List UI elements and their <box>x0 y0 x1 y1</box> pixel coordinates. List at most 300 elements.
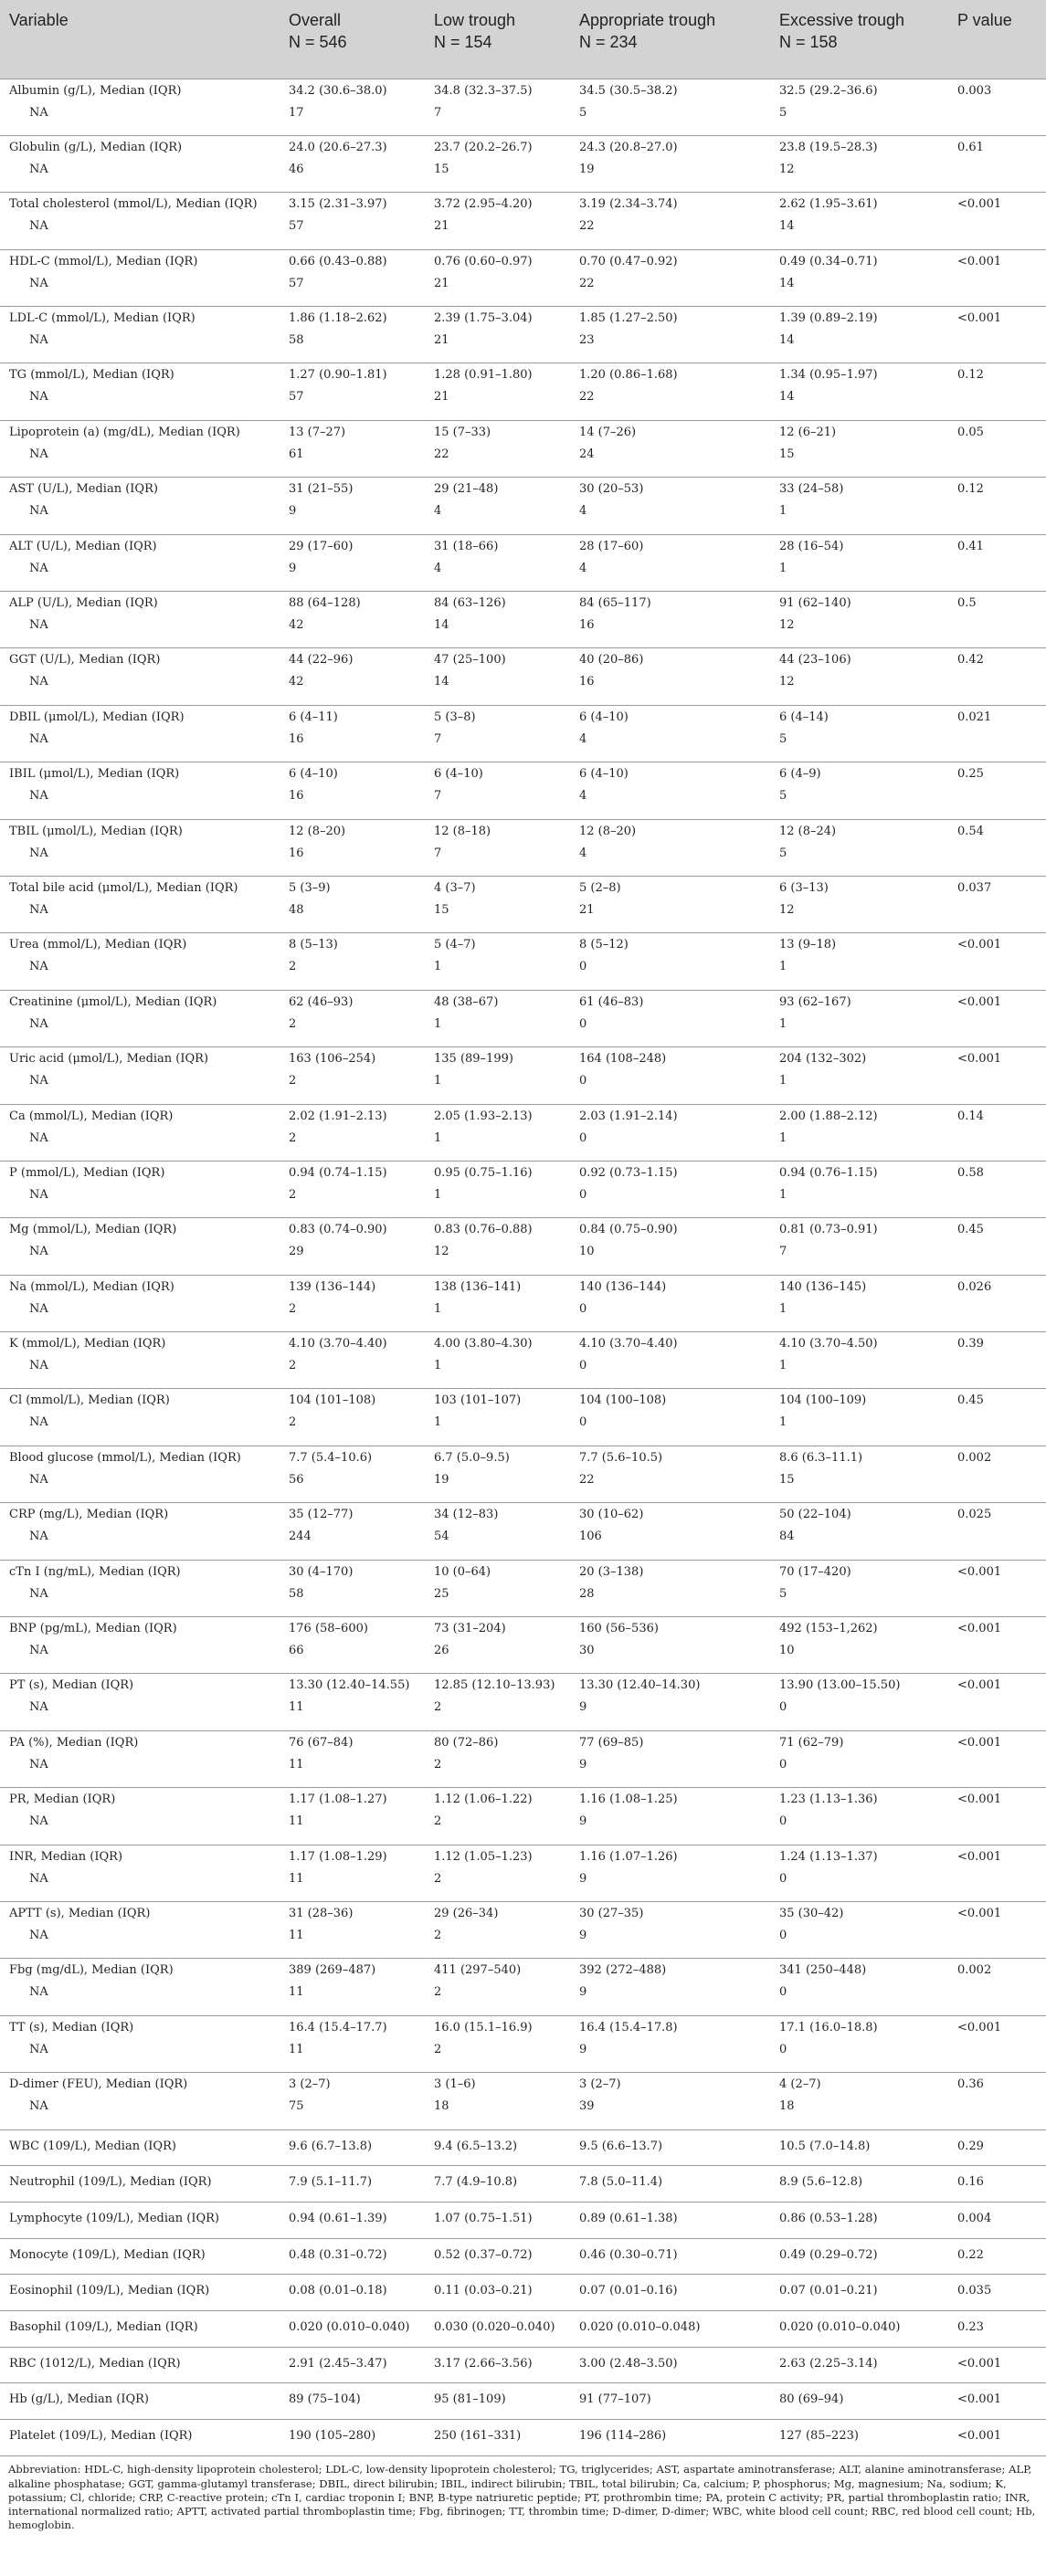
table-row <box>0 2166 1046 2203</box>
low-trough-cell <box>425 2129 570 2166</box>
variable-label: D-dimer (FEU), Median (IQR) <box>9 2077 188 2092</box>
appropriate-trough-cell <box>570 2015 770 2072</box>
cell-value: 7.7 (4.9–10.8) <box>434 2175 518 2190</box>
cell-value: 176 (58–600) <box>289 1622 368 1636</box>
cell-value: 35 (30–42) <box>779 1907 844 1920</box>
appropriate-trough-cell <box>570 79 770 135</box>
na-count: 14 <box>779 390 795 405</box>
cell-value: 80 (72–86) <box>434 1735 499 1750</box>
table-row <box>0 592 1046 648</box>
cell-value: 0.36 <box>957 2077 984 2092</box>
variable-cell <box>0 79 280 135</box>
na-count: 19 <box>579 162 595 176</box>
na-count: 0 <box>779 1929 787 1942</box>
cell-value: 16.0 (15.1–16.9) <box>434 2020 533 2035</box>
p-value-cell <box>948 534 1046 591</box>
variable-label: cTn I (ng/mL), Median (IQR) <box>9 1564 181 1579</box>
low-trough-cell <box>425 534 570 591</box>
cell-value: 16.4 (15.4–17.8) <box>579 2020 678 2035</box>
na-count: 9 <box>289 561 297 575</box>
cell-value: 34.2 (30.6–38.0) <box>289 83 387 98</box>
na-count: 2 <box>434 1871 442 1886</box>
cell-value: 30 (27–35) <box>579 1907 644 1920</box>
na-count: 21 <box>434 276 449 290</box>
cell-value: 5 (3–8) <box>434 710 476 724</box>
overall-cell <box>280 363 425 420</box>
na-count: 18 <box>434 2099 449 2114</box>
variable-label: WBC (109/L), Median (IQR) <box>9 2139 176 2153</box>
variable-cell <box>0 2166 280 2203</box>
excessive-trough-cell <box>770 307 948 363</box>
cell-value: 2.05 (1.93–2.13) <box>434 1109 533 1123</box>
na-count: 5 <box>779 789 787 804</box>
overall-cell <box>280 193 425 249</box>
p-value-cell <box>948 1218 1046 1275</box>
cell-value: 3.72 (2.95–4.20) <box>434 197 533 212</box>
p-value-cell <box>948 2238 1046 2275</box>
low-trough-cell <box>425 1161 570 1217</box>
cell-value: 30 (10–62) <box>579 1508 644 1522</box>
low-trough-cell <box>425 2347 570 2383</box>
cell-value: <0.001 <box>957 2392 1002 2407</box>
cell-value: 23.7 (20.2–26.7) <box>434 140 533 154</box>
table-row <box>0 1446 1046 1502</box>
na-label: NA <box>29 1985 48 2000</box>
na-count: 10 <box>579 1245 595 1259</box>
overall-cell <box>280 1218 425 1275</box>
excessive-trough-cell <box>770 2015 948 2072</box>
cell-value: 2.62 (1.95–3.61) <box>779 197 878 212</box>
na-count: 1 <box>779 1130 787 1145</box>
p-value-cell <box>948 1674 1046 1730</box>
table-footnote: Abbreviation: HDL-C, high-density lipoprotein cholesterol; LDL-C, low-density lipoprotein cholesterol; TG, triglycerides; AST, aspartate aminotransferase; ALT, alanine aminotransferase; ALP, alkaline phosphatase; GGT, gamma-glutamyl transferase; DBIL, direct bilirubin; IBIL, indirect bilirubin; TBIL, total bilirubin; Ca, calcium; P, phosphorus; Mg, magnesium; Na, sodium; K, potassium; Cl, chloride; CRP, C-reactive protein; cTn I, cardiac troponin I; BNP, B-type natriuretic peptide; PT, prothrombin time; PA, protein C activity; PR, partial thromboplastin ratio; INR, international normalized ratio; APTT, activated partial thromboplastin time; Fbg, fibrinogen; TT, thrombin time; D-dimer, D-dimer; WBC, white blood cell count; RBC, red blood cell count; Hb, hemoglobin. <box>0 2455 1046 2532</box>
appropriate-trough-cell <box>570 1845 770 1901</box>
cell-value: 0.11 (0.03–0.21) <box>434 2284 533 2298</box>
na-count: 11 <box>289 1757 304 1772</box>
table-row <box>0 648 1046 705</box>
cell-value: 76 (67–84) <box>289 1735 354 1750</box>
header-subtitle: N = 154 <box>434 33 492 51</box>
cell-value: 35 (12–77) <box>289 1508 354 1522</box>
table-row <box>0 2202 1046 2238</box>
appropriate-trough-cell <box>570 307 770 363</box>
cell-value: 492 (153–1,262) <box>779 1622 878 1636</box>
cell-value: 250 (161–331) <box>434 2429 522 2444</box>
na-label: NA <box>29 504 48 519</box>
cell-value: 7.7 (5.4–10.6) <box>289 1450 373 1465</box>
header-overall <box>280 0 425 79</box>
overall-cell <box>280 1959 425 2015</box>
na-count: 1 <box>779 1359 787 1373</box>
cell-value: 8.9 (5.6–12.8) <box>779 2175 863 2190</box>
variable-label: Mg (mmol/L), Median (IQR) <box>9 1223 177 1237</box>
na-label: NA <box>29 960 48 974</box>
na-count: 5 <box>779 846 787 860</box>
low-trough-cell <box>425 876 570 932</box>
p-value-cell <box>948 2311 1046 2348</box>
cell-value: 77 (69–85) <box>579 1735 644 1750</box>
variable-label: RBC (1012/L), Median (IQR) <box>9 2356 181 2371</box>
cell-value: 5 (4–7) <box>434 938 476 952</box>
variable-label: K (mmol/L), Median (IQR) <box>9 1337 166 1351</box>
cell-value: 88 (64–128) <box>289 596 361 611</box>
cell-value: 1.17 (1.08–1.29) <box>289 1849 387 1864</box>
variable-label: Na (mmol/L), Median (IQR) <box>9 1279 174 1294</box>
na-count: 1 <box>434 1415 442 1430</box>
na-count: 4 <box>579 561 587 575</box>
na-label: NA <box>29 1472 48 1487</box>
na-count: 15 <box>434 902 449 917</box>
na-count: 21 <box>579 902 595 917</box>
variable-label: BNP (pg/mL), Median (IQR) <box>9 1622 177 1636</box>
low-trough-cell <box>425 990 570 1046</box>
table-row <box>0 1902 1046 1959</box>
variable-label: Lymphocyte (109/L), Median (IQR) <box>9 2211 219 2225</box>
cell-value: 33 (24–58) <box>779 482 844 497</box>
cell-value: 411 (297–540) <box>434 1963 522 1978</box>
variable-label: Albumin (g/L), Median (IQR) <box>9 83 182 98</box>
low-trough-cell <box>425 648 570 705</box>
na-count: 7 <box>434 789 442 804</box>
p-value-cell <box>948 1389 1046 1446</box>
low-trough-cell <box>425 307 570 363</box>
na-count: 19 <box>434 1472 449 1487</box>
appropriate-trough-cell <box>570 990 770 1046</box>
cell-value: 48 (38–67) <box>434 994 499 1009</box>
table-row <box>0 2073 1046 2129</box>
na-label: NA <box>29 561 48 575</box>
p-value-cell <box>948 2015 1046 2072</box>
variable-cell <box>0 1674 280 1730</box>
overall-cell <box>280 2383 425 2420</box>
appropriate-trough-cell <box>570 1560 770 1616</box>
cell-value: 0.49 (0.29–0.72) <box>779 2247 878 2262</box>
cell-value: 13 (7–27) <box>289 425 346 439</box>
p-value-cell <box>948 990 1046 1046</box>
header-subtitle: N = 546 <box>289 33 347 51</box>
na-count: 4 <box>434 561 442 575</box>
appropriate-trough-cell <box>570 1161 770 1217</box>
overall-cell <box>280 2275 425 2311</box>
appropriate-trough-cell <box>570 249 770 306</box>
cell-value: 0.07 (0.01–0.16) <box>579 2284 678 2298</box>
variable-label: Globulin (g/L), Median (IQR) <box>9 140 183 154</box>
variable-cell <box>0 592 280 648</box>
appropriate-trough-cell <box>570 2073 770 2129</box>
na-count: 48 <box>289 902 304 917</box>
cell-value: 0.021 <box>957 710 992 724</box>
na-count: 22 <box>434 447 449 461</box>
table-row <box>0 193 1046 249</box>
table-row <box>0 933 1046 990</box>
variable-cell <box>0 2073 280 2129</box>
p-value-cell <box>948 1332 1046 1389</box>
overall-cell <box>280 990 425 1046</box>
p-value-cell <box>948 819 1046 876</box>
overall-cell <box>280 1446 425 1502</box>
na-count: 0 <box>579 1016 587 1031</box>
excessive-trough-cell <box>770 1845 948 1901</box>
na-count: 1 <box>779 1415 787 1430</box>
na-count: 0 <box>579 1187 587 1202</box>
variable-cell <box>0 249 280 306</box>
low-trough-cell <box>425 1047 570 1104</box>
cell-value: 0.83 (0.76–0.88) <box>434 1223 533 1237</box>
excessive-trough-cell <box>770 1674 948 1730</box>
na-count: 26 <box>434 1644 449 1658</box>
cell-value: 5 (3–9) <box>289 880 331 895</box>
cell-value: 0.020 (0.010–0.040) <box>779 2320 901 2334</box>
na-count: 11 <box>289 1929 304 1942</box>
p-value-cell <box>948 1275 1046 1331</box>
variable-cell <box>0 2129 280 2166</box>
cell-value: 6 (4–10) <box>579 767 629 782</box>
appropriate-trough-cell <box>570 2420 770 2456</box>
na-count: 0 <box>779 1985 787 2000</box>
variable-cell <box>0 2275 280 2311</box>
cell-value: 0.030 (0.020–0.040) <box>434 2320 555 2334</box>
low-trough-cell <box>425 1218 570 1275</box>
excessive-trough-cell <box>770 1617 948 1674</box>
na-count: 21 <box>434 219 449 234</box>
na-count: 10 <box>779 1644 795 1658</box>
na-label: NA <box>29 1187 48 1202</box>
na-count: 1 <box>779 561 787 575</box>
header-variable <box>0 0 280 79</box>
appropriate-trough-cell <box>570 762 770 819</box>
na-label: NA <box>29 1586 48 1601</box>
na-count: 2 <box>289 1016 297 1031</box>
na-count: 1 <box>434 1359 442 1373</box>
p-value-cell <box>948 2202 1046 2238</box>
na-count: 11 <box>289 1814 304 1829</box>
table-row <box>0 1788 1046 1845</box>
cell-value: 7.7 (5.6–10.5) <box>579 1450 663 1465</box>
excessive-trough-cell <box>770 2347 948 2383</box>
table-row <box>0 1674 1046 1730</box>
header-excessive-trough <box>770 0 948 79</box>
na-label: NA <box>29 105 48 120</box>
cell-value: 1.28 (0.91–1.80) <box>434 368 533 383</box>
low-trough-cell <box>425 933 570 990</box>
excessive-trough-cell <box>770 819 948 876</box>
table-row <box>0 1104 1046 1161</box>
overall-cell <box>280 1104 425 1161</box>
variable-cell <box>0 1959 280 2015</box>
cell-value: 0.48 (0.31–0.72) <box>289 2247 387 2262</box>
cell-value: 0.25 <box>957 767 984 782</box>
na-count: 9 <box>579 1814 587 1829</box>
variable-cell <box>0 1389 280 1446</box>
overall-cell <box>280 1902 425 1959</box>
variable-cell <box>0 420 280 477</box>
cell-value: 4.10 (3.70–4.40) <box>579 1337 678 1351</box>
p-value-cell <box>948 363 1046 420</box>
excessive-trough-cell <box>770 1275 948 1331</box>
na-count: 2 <box>289 1415 297 1430</box>
na-label: NA <box>29 902 48 917</box>
cell-value: 2.03 (1.91–2.14) <box>579 1109 678 1123</box>
appropriate-trough-cell <box>570 363 770 420</box>
excessive-trough-cell <box>770 478 948 534</box>
low-trough-cell <box>425 1845 570 1901</box>
appropriate-trough-cell <box>570 876 770 932</box>
variable-cell <box>0 1047 280 1104</box>
cell-value: <0.001 <box>957 938 1002 952</box>
overall-cell <box>280 876 425 932</box>
cell-value: 34.5 (30.5–38.2) <box>579 83 678 98</box>
na-label: NA <box>29 1644 48 1658</box>
variable-label: IBIL (μmol/L), Median (IQR) <box>9 767 180 782</box>
variable-cell <box>0 1104 280 1161</box>
cell-value: 104 (101–108) <box>289 1393 376 1408</box>
na-count: 2 <box>434 1985 442 2000</box>
variable-cell <box>0 1332 280 1389</box>
cell-value: 135 (89–199) <box>434 1052 513 1067</box>
na-count: 56 <box>289 1472 304 1487</box>
p-value-cell <box>948 2275 1046 2311</box>
na-count: 21 <box>434 390 449 405</box>
variable-label: TBIL (μmol/L), Median (IQR) <box>9 824 183 838</box>
overall-cell <box>280 1788 425 1845</box>
na-count: 4 <box>579 504 587 519</box>
excessive-trough-cell <box>770 705 948 762</box>
variable-cell <box>0 1617 280 1674</box>
cell-value: <0.001 <box>957 1793 1002 1807</box>
cell-value: 28 (17–60) <box>579 539 644 553</box>
na-count: 0 <box>579 1130 587 1145</box>
excessive-trough-cell <box>770 1959 948 2015</box>
appropriate-trough-cell <box>570 420 770 477</box>
low-trough-cell <box>425 2311 570 2348</box>
overall-cell <box>280 762 425 819</box>
variable-cell <box>0 1560 280 1616</box>
excessive-trough-cell <box>770 2420 948 2456</box>
excessive-trough-cell <box>770 1332 948 1389</box>
header-title: Variable <box>9 11 69 29</box>
cell-value: 3 (2–7) <box>289 2077 331 2092</box>
excessive-trough-cell <box>770 592 948 648</box>
na-count: 14 <box>434 675 449 689</box>
variable-cell <box>0 2311 280 2348</box>
appropriate-trough-cell <box>570 2311 770 2348</box>
cell-value: 32.5 (29.2–36.6) <box>779 83 878 98</box>
cell-value: 103 (101–107) <box>434 1393 522 1408</box>
variable-label: Platelet (109/L), Median (IQR) <box>9 2429 193 2444</box>
appropriate-trough-cell <box>570 648 770 705</box>
cell-value: 6 (4–10) <box>434 767 483 782</box>
excessive-trough-cell <box>770 2073 948 2129</box>
na-count: 84 <box>779 1530 795 1544</box>
low-trough-cell <box>425 2015 570 2072</box>
cell-value: 13.30 (12.40–14.30) <box>579 1678 701 1693</box>
variable-label: HDL-C (mmol/L), Median (IQR) <box>9 254 198 268</box>
overall-cell <box>280 2420 425 2456</box>
cell-value: 34 (12–83) <box>434 1508 499 1522</box>
cell-value: 0.003 <box>957 83 992 98</box>
cell-value: 0.035 <box>957 2284 992 2298</box>
excessive-trough-cell <box>770 1104 948 1161</box>
cell-value: 0.025 <box>957 1508 992 1522</box>
appropriate-trough-cell <box>570 1674 770 1730</box>
excessive-trough-cell <box>770 1560 948 1616</box>
overall-cell <box>280 2073 425 2129</box>
low-trough-cell <box>425 2073 570 2129</box>
cell-value: 84 (65–117) <box>579 596 651 611</box>
p-value-cell <box>948 193 1046 249</box>
cell-value: 1.20 (0.86–1.68) <box>579 368 678 383</box>
table-row <box>0 1047 1046 1104</box>
cell-value: 7.9 (5.1–11.7) <box>289 2175 373 2190</box>
cell-value: 1.12 (1.06–1.22) <box>434 1793 533 1807</box>
cell-value: 1.24 (1.13–1.37) <box>779 1849 878 1864</box>
cell-value: 0.45 <box>957 1393 984 1408</box>
overall-cell <box>280 2311 425 2348</box>
na-count: 1 <box>434 960 442 974</box>
overall-cell <box>280 1389 425 1446</box>
variable-cell <box>0 1730 280 1787</box>
variable-label: TT (s), Median (IQR) <box>9 2020 134 2035</box>
na-count: 1 <box>434 1074 442 1088</box>
na-count: 2 <box>289 1301 297 1316</box>
excessive-trough-cell <box>770 2202 948 2238</box>
low-trough-cell <box>425 79 570 135</box>
low-trough-cell <box>425 249 570 306</box>
variable-cell <box>0 1845 280 1901</box>
cell-value: 0.004 <box>957 2211 992 2225</box>
cell-value: 9.4 (6.5–13.2) <box>434 2139 518 2153</box>
cell-value: 138 (136–141) <box>434 1279 522 1294</box>
variable-label: AST (U/L), Median (IQR) <box>9 482 158 497</box>
na-count: 4 <box>434 504 442 519</box>
na-count: 2 <box>289 960 297 974</box>
table-row <box>0 2275 1046 2311</box>
header-row <box>0 0 1046 79</box>
cell-value: 0.66 (0.43–0.88) <box>289 254 387 268</box>
na-count: 14 <box>779 219 795 234</box>
table-row <box>0 1332 1046 1389</box>
p-value-cell <box>948 2420 1046 2456</box>
na-count: 57 <box>289 390 304 405</box>
low-trough-cell <box>425 1902 570 1959</box>
cell-value: 15 (7–33) <box>434 425 491 439</box>
variable-label: Blood glucose (mmol/L), Median (IQR) <box>9 1450 241 1465</box>
variable-cell <box>0 2420 280 2456</box>
p-value-cell <box>948 1617 1046 1674</box>
excessive-trough-cell <box>770 1218 948 1275</box>
table-row <box>0 876 1046 932</box>
cell-value: 29 (26–34) <box>434 1907 499 1920</box>
variable-cell <box>0 1503 280 1560</box>
p-value-cell <box>948 79 1046 135</box>
overall-cell <box>280 478 425 534</box>
cell-value: 139 (136–144) <box>289 1279 376 1294</box>
cell-value: 0.86 (0.53–1.28) <box>779 2211 878 2225</box>
excessive-trough-cell <box>770 2238 948 2275</box>
low-trough-cell <box>425 592 570 648</box>
na-count: 1 <box>779 1187 787 1202</box>
na-count: 1 <box>434 1187 442 1202</box>
variable-cell <box>0 1218 280 1275</box>
cell-value: 1.12 (1.05–1.23) <box>434 1849 533 1864</box>
excessive-trough-cell <box>770 933 948 990</box>
excessive-trough-cell <box>770 1389 948 1446</box>
table-row <box>0 249 1046 306</box>
table-row <box>0 2129 1046 2166</box>
table-row <box>0 2420 1046 2456</box>
overall-cell <box>280 1275 425 1331</box>
na-count: 7 <box>434 731 442 746</box>
